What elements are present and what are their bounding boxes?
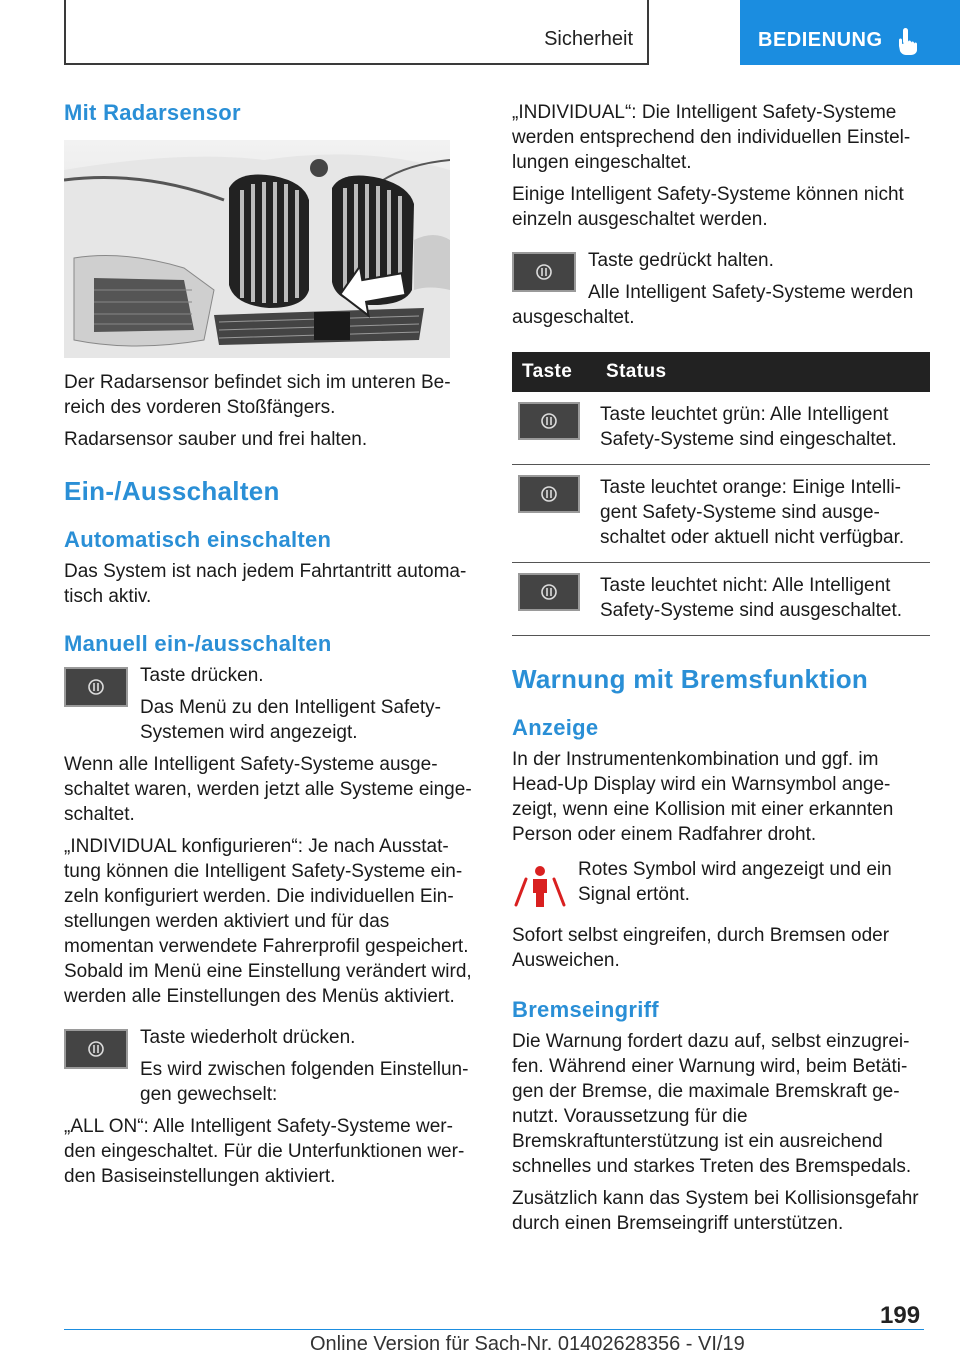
left-column: [64, 100, 476, 1196]
instruction-hold: [512, 248, 930, 330]
table-header: Taste: [512, 352, 596, 392]
right-column: [512, 100, 930, 1243]
heading-anzeige: Anzeige: [512, 715, 599, 740]
pedestrian-warning-icon: [512, 859, 568, 911]
paragraph: Einige Intelligent Safety-Systeme können nicht einzeln ausgeschaltet werden.: [512, 184, 904, 230]
paragraph: Zusätzlich kann das System bei Kollisionsgefahr durch einen Bremseingriff unterstützen.: [512, 1188, 919, 1234]
paragraph: Es wird zwischen folgenden Einstellun- gen gewechselt:: [140, 1059, 469, 1105]
chapter-tab: [740, 0, 960, 65]
safety-button-icon: [64, 667, 128, 707]
section-title: Sicherheit: [544, 28, 633, 50]
paragraph: Wenn alle Intelligent Safety-Systeme ausge- schaltet waren, werden jetzt alle Systeme einge- schaltet.: [64, 754, 472, 825]
table-cell-icon: [512, 465, 596, 563]
table-cell: Taste leuchtet nicht: Alle Intelligent Safety-Systeme sind ausgeschaltet.: [596, 563, 930, 636]
chapter-tab-label: BEDIENUNG: [758, 29, 883, 51]
header-section-box: [64, 0, 649, 65]
car-front-radar-sensor-image: [64, 140, 450, 358]
instruction-press-again: [64, 1025, 476, 1107]
table-row: [512, 563, 930, 636]
safety-button-icon: [64, 1029, 128, 1069]
paragraph: Das Menü zu den Intelligent Safety- Systemen wird angezeigt.: [140, 697, 442, 743]
table-header-row: [512, 352, 930, 392]
heading-warnung-mit-bremsfunktion: Warnung mit Bremsfunktion: [512, 664, 869, 694]
paragraph: „INDIVIDUAL“: Die Intelligent Safety-Systeme werden entsprechend den individuellen Einstel- lungen eingeschaltet.: [512, 102, 911, 173]
paragraph: Der Radarsensor befindet sich im unteren Be- reich des vorderen Stoßfängers.: [64, 372, 451, 418]
footer-divider: [64, 1329, 924, 1330]
footer-text: Online Version für Sach-Nr. 01402628356 - VI/19: [310, 1333, 745, 1355]
page-number: 199: [880, 1302, 921, 1329]
heading-automatisch-einschalten: Automatisch einschalten: [64, 527, 332, 552]
table-row: [512, 392, 930, 465]
table-cell-icon: [512, 392, 596, 465]
paragraph: Die Warnung fordert dazu auf, selbst einzugrei- fen. Während einer Warnung wird, beim Betäti- gen der Bremse, die maximale Bremskraft ge- nutzt. Voraussetzung für die Bremskraftunterstützung ist ein ausreichend schnelles und starkes Treten des Bremspedals.: [512, 1031, 912, 1177]
heading-mit-radarsensor: Mit Radarsensor: [64, 100, 241, 125]
heading-manuell-ein-ausschalten: Manuell ein-/ausschalten: [64, 631, 332, 656]
paragraph: In der Instrumentenkombination und ggf. im Head-Up Display wird ein Warnsymbol ange- zeigt, wenn eine Kollision mit einer erkannten Person oder einem Radfahrer droht.: [512, 749, 894, 845]
safety-button-icon: [512, 252, 576, 292]
paragraph: „ALL ON“: Alle Intelligent Safety-Systeme wer- den eingeschaltet. Für die Unterfunktionen wer- den Basiseinstellungen aktiviert.: [64, 1116, 465, 1187]
table-cell-icon: [512, 563, 596, 636]
table-cell: Taste leuchtet grün: Alle Intelligent Safety-Systeme sind eingeschaltet.: [596, 392, 930, 465]
paragraph: Taste wiederholt drücken.: [140, 1027, 356, 1048]
status-table: [512, 352, 930, 636]
table-header: Status: [596, 352, 930, 392]
hand-pointer-icon: [894, 26, 922, 56]
heading-bremseingriff: Bremseingriff: [512, 997, 659, 1022]
paragraph: Alle Intelligent Safety-Systeme werden ausgeschaltet.: [512, 282, 914, 328]
paragraph: Taste gedrückt halten.: [588, 250, 774, 271]
paragraph: Das System ist nach jedem Fahrtantritt automa- tisch aktiv.: [64, 561, 467, 607]
instruction-press: [64, 663, 476, 745]
paragraph: Sofort selbst eingreifen, durch Bremsen oder Ausweichen.: [512, 925, 890, 971]
paragraph: Rotes Symbol wird angezeigt und ein Signal ertönt.: [578, 859, 892, 905]
table-row: [512, 465, 930, 563]
heading-ein-ausschalten: Ein-/Ausschalten: [64, 476, 280, 506]
paragraph: Taste drücken.: [140, 665, 264, 686]
safety-button-icon: [518, 402, 580, 440]
paragraph: Radarsensor sauber und frei halten.: [64, 429, 368, 450]
safety-button-icon: [518, 475, 580, 513]
instruction-warning-symbol: [512, 857, 930, 915]
safety-button-icon: [518, 573, 580, 611]
table-cell: Taste leuchtet orange: Einige Intelli- gent Safety-Systeme sind ausge- schaltet oder aktuell nicht verfügbar.: [596, 465, 930, 563]
paragraph: „INDIVIDUAL konfigurieren“: Je nach Ausstat- tung können die Intelligent Safety-Systeme ein- zeln konfiguriert werden. Die individuellen Ein- stellungen werden aktiviert und für das momentan verwendete Fahrerprofil gespeichert. Sobald im Menü eine Einstellung verändert wird, werden alle Einstellungen des Menüs aktiviert.: [64, 836, 472, 1007]
